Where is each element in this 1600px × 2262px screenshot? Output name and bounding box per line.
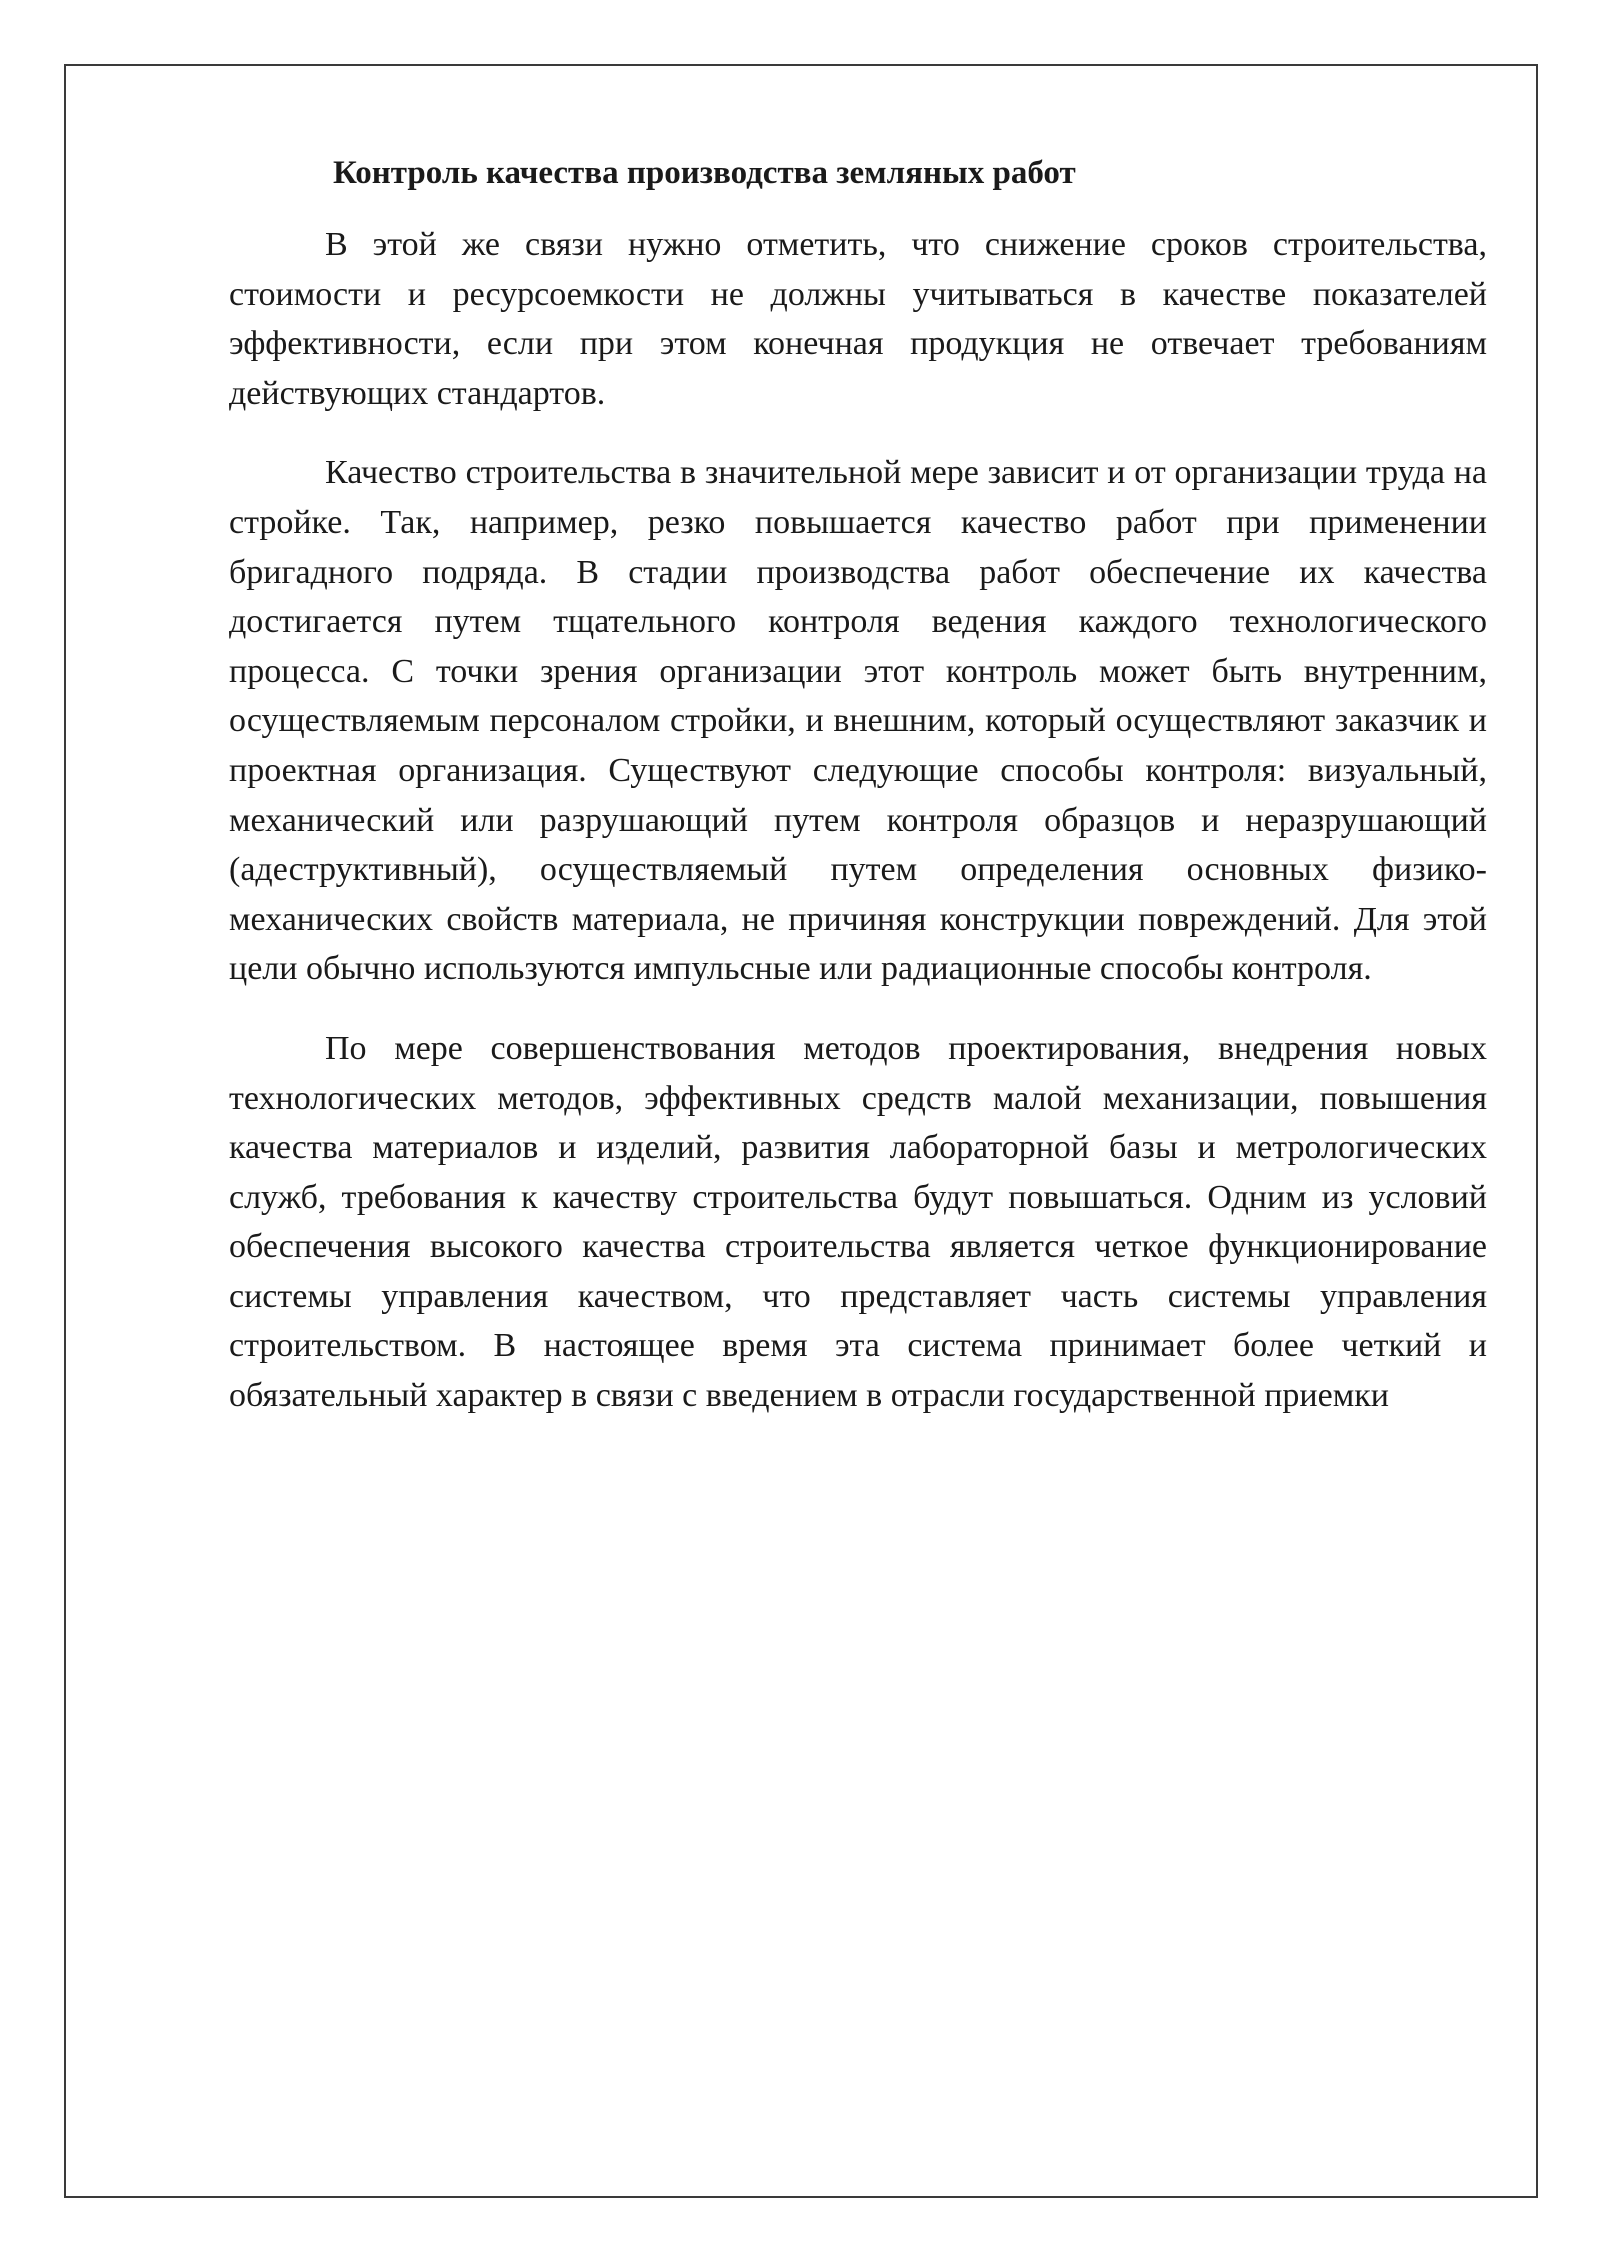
document-body <box>229 148 1487 1451</box>
paragraph-1: В этой же связи нужно отметить, что снижение сроков строительства, стоимости и ресурсоемкости не должны учитываться в качестве показателей эффективности, если при этом конечная продукция не отвечает требованиям действующих стандартов. <box>229 226 1487 412</box>
paragraph-2: Качество строительства в значительной мере зависит и от организации труда на стройке. Так, например, резко повышается качество работ при применении бригадного подряда. В стадии производства работ обеспечение их качества достигается путем тщательного контроля ведения каждого технологического процесса. С точки зрения организации этот контроль может быть внутренним, осуществляемым персоналом стройки, и внешним, который осуществляют заказчик и проектная организация. Существуют следующие способы контроля: визуальный, механический или разрушающий путем контроля образцов и неразрушающий (адеструктивный), осуществляемый путем определения основных физико-механических свойств материала, не причиняя конструкции повреждений. Для этой цели обычно используются импульсные или радиационные способы контроля. <box>229 454 1487 988</box>
document-title: Контроль качества производства земляных работ <box>333 155 1076 191</box>
paragraph-3: По мере совершенствования методов проектирования, внедрения новых технологических методов, эффективных средств малой механизации, повышения качества материалов и изделий, развития лабораторной базы и метрологических служб, требования к качеству строительства будут повышаться. Одним из условий обеспечения высокого качества строительства является четкое функционирование системы управления качеством, что представляет часть системы управления строительством. В настоящее время эта система принимает более четкий и обязательный характер в связи с введением в отрасли государственной приемки <box>229 1029 1487 1415</box>
